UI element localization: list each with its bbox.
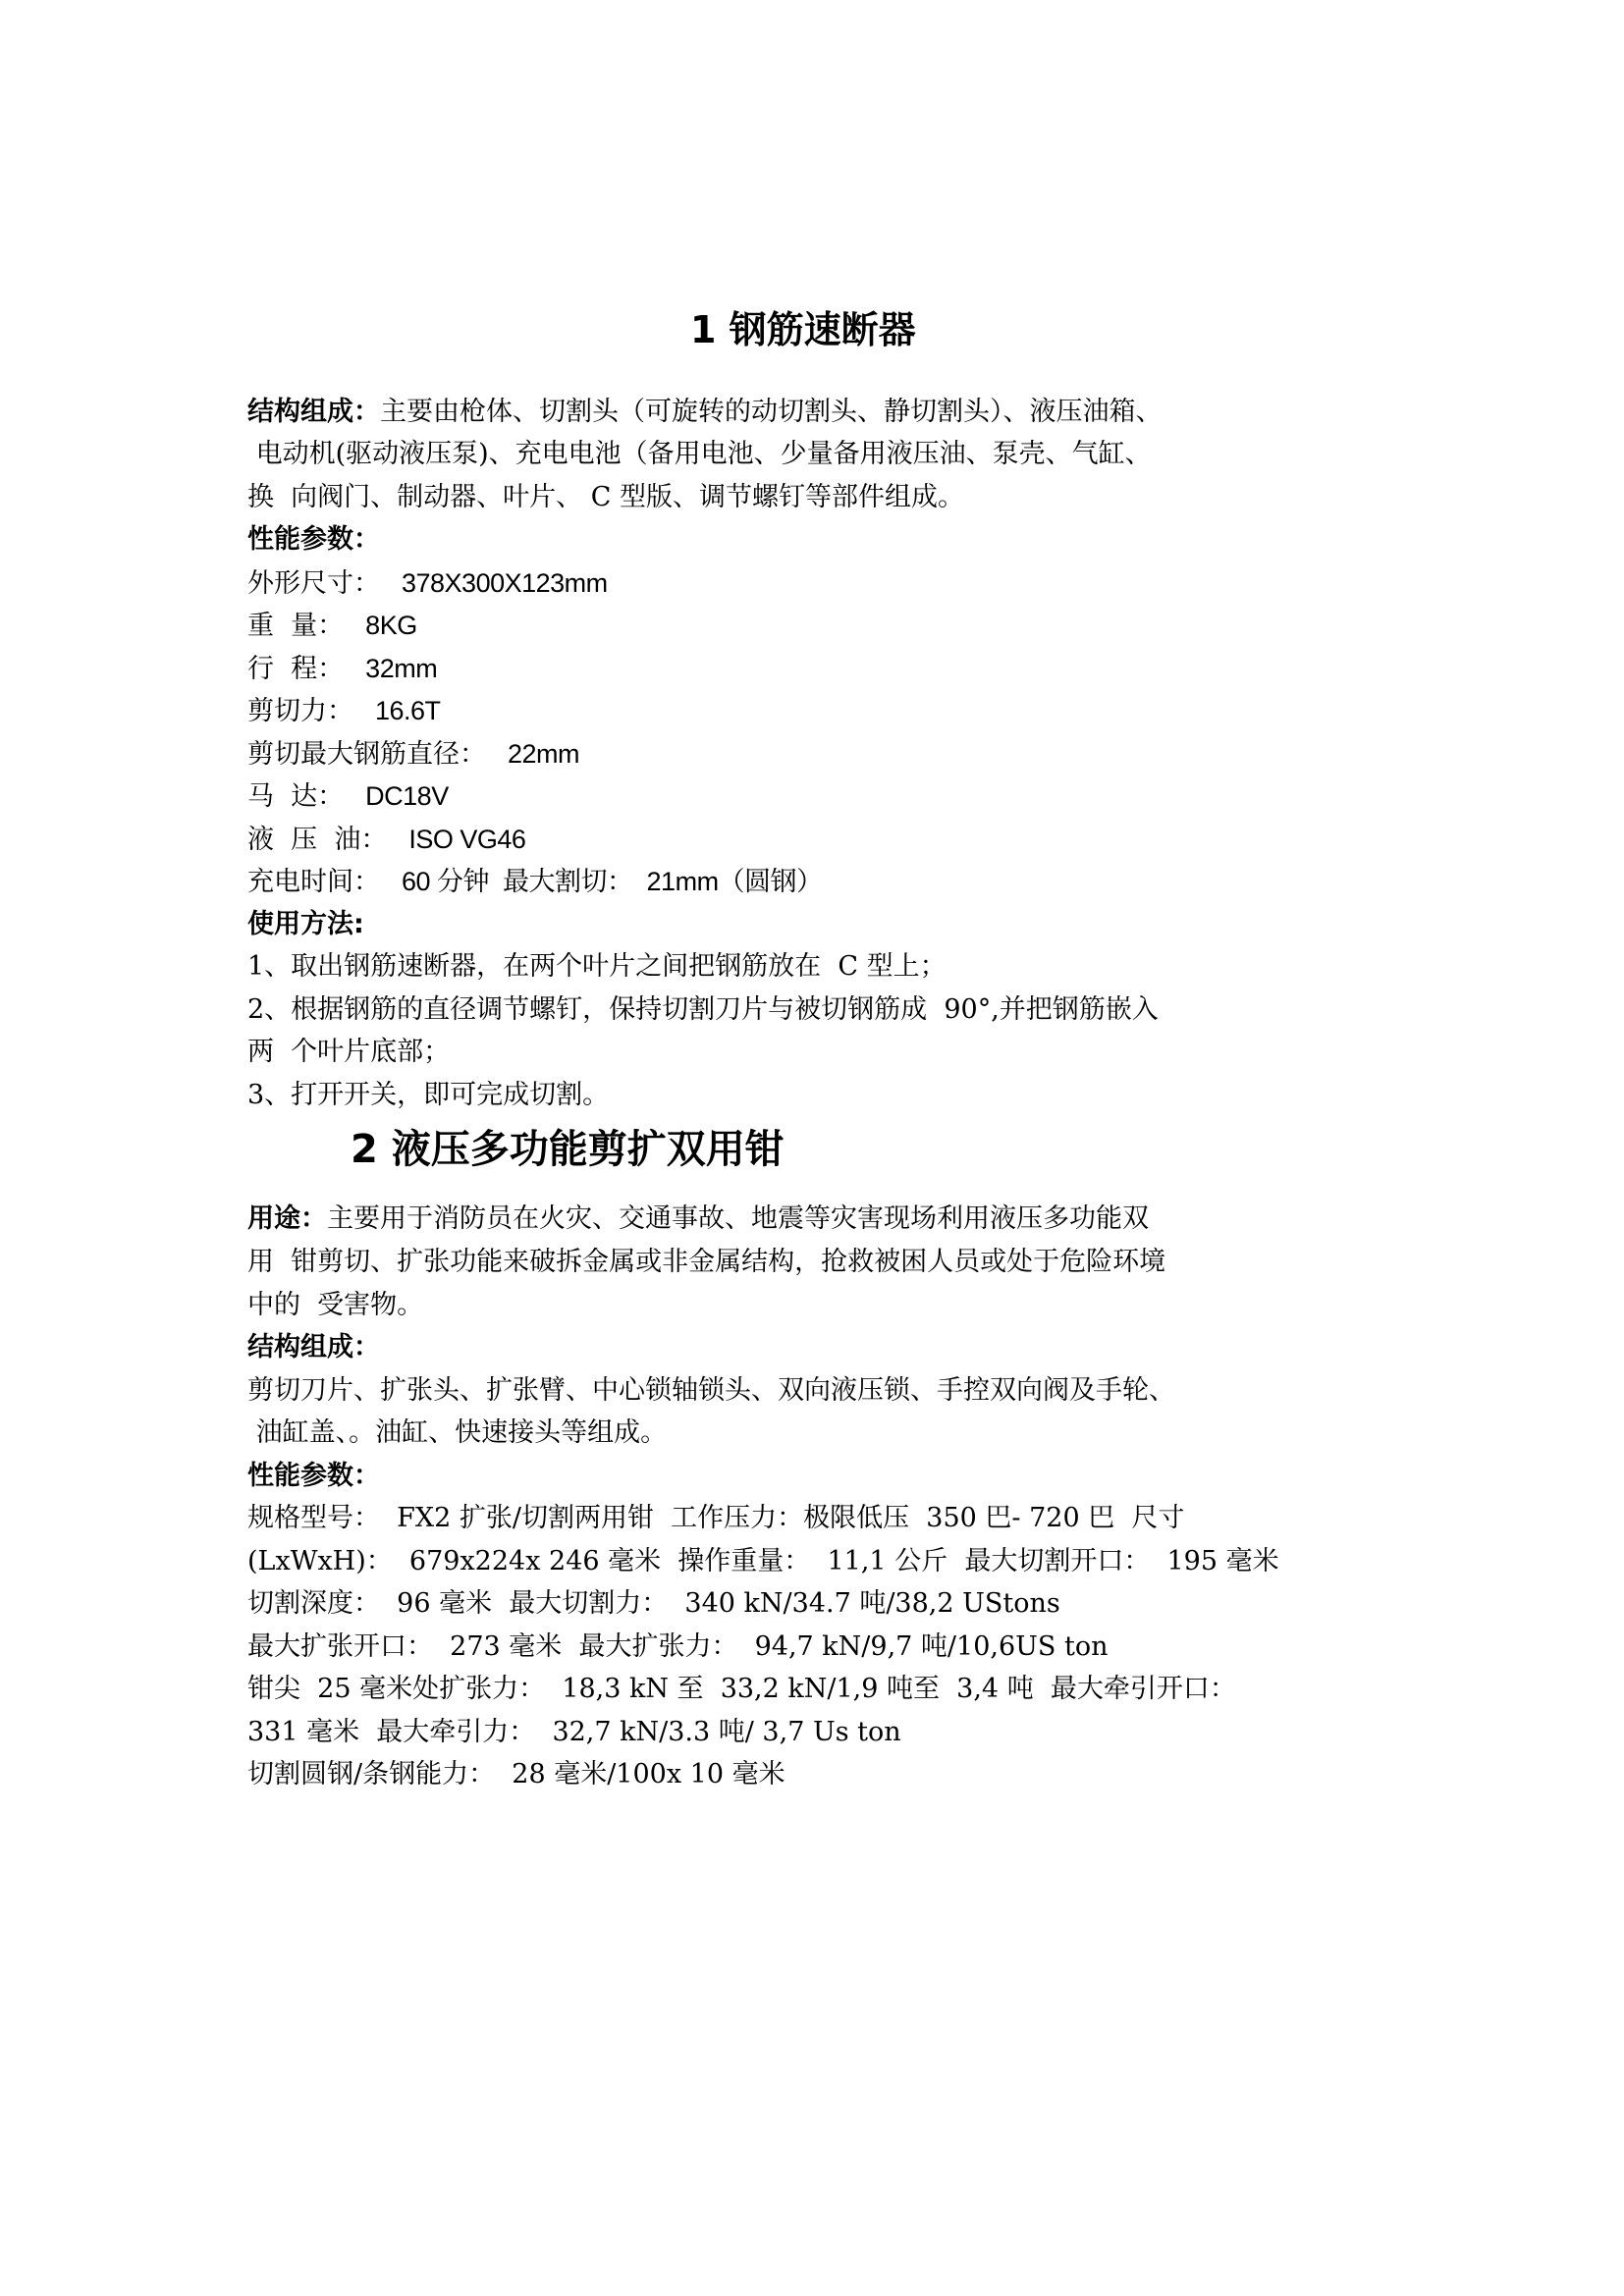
s1-usage-heading bbox=[247, 903, 364, 946]
param-key: 液 压 油： bbox=[247, 825, 388, 855]
s1-param-row bbox=[247, 689, 441, 732]
s2-param-text: 规格型号： FX2 扩张/切割两用钳 工作压力：极限低压 350 巴- 720 巴 尺寸 bbox=[247, 1503, 1185, 1533]
s1-param-row bbox=[247, 774, 449, 818]
param-value: 378X300X123mm bbox=[402, 568, 608, 598]
s1-structure-line-3 bbox=[247, 476, 964, 519]
param-key: 行 程： bbox=[247, 654, 345, 684]
s2-structure-heading bbox=[247, 1326, 380, 1369]
s1-structure-line-1 bbox=[247, 391, 1163, 434]
s2-params-heading bbox=[247, 1455, 380, 1498]
s2-param-text: (LxWxH)： 679x224x 246 毫米 操作重量： 11,1 公斤 最大切割开口： 195 毫米 bbox=[247, 1546, 1279, 1576]
s2-param-text: 最大扩张开口： 273 毫米 最大扩张力： 94,7 kN/9,7 吨/10,6US ton bbox=[247, 1631, 1109, 1662]
s2-structure-line-1 bbox=[247, 1369, 1175, 1413]
s1-param-row bbox=[247, 647, 437, 690]
s2-param-line bbox=[247, 1540, 1279, 1583]
section-2-title: 2 液压多功能剪扩双用钳 bbox=[351, 1127, 785, 1172]
param-value: 8KG bbox=[365, 611, 417, 640]
s2-param-line bbox=[247, 1497, 1184, 1540]
s2-param-line bbox=[247, 1668, 1236, 1711]
s2-structure-line-2 bbox=[247, 1412, 667, 1455]
s2-purpose-text-1: 主要用于消防员在火灾、交通事故、地震等灾害现场利用液压多功能双 bbox=[327, 1203, 1149, 1234]
s2-structure-text-2: 油缸盖、。油缸、快速接头等组成。 bbox=[247, 1417, 668, 1448]
s1-usage-label: 使用方法: bbox=[247, 909, 364, 939]
s2-purpose-line-1 bbox=[247, 1198, 1149, 1241]
s1-usage-step-cont bbox=[247, 1031, 450, 1074]
s2-param-text: 331 毫米 最大牵引力： 32,7 kN/3.3 吨/ 3,7 Us ton bbox=[247, 1717, 901, 1747]
s1-usage-step bbox=[247, 988, 1159, 1032]
s2-structure-label: 结构组成： bbox=[247, 1332, 380, 1362]
s2-param-line bbox=[247, 1711, 901, 1754]
param-value: 22mm bbox=[508, 739, 580, 769]
s1-params-heading bbox=[247, 518, 380, 561]
s1-param-row bbox=[247, 561, 608, 605]
s2-purpose-label: 用途： bbox=[247, 1203, 327, 1234]
usage-step-text: 两 个叶片底部； bbox=[247, 1037, 451, 1067]
s2-purpose-line-3 bbox=[247, 1284, 423, 1327]
s1-structure-label: 结构组成： bbox=[247, 397, 380, 427]
s1-usage-step bbox=[247, 945, 947, 988]
s1-param-row bbox=[247, 604, 417, 647]
param-key: 充电时间： bbox=[247, 867, 380, 897]
usage-step-text: 2、根据钢筋的直径调节螺钉，保持切割刀片与被切钢筋成 90°,并把钢筋嵌入 bbox=[247, 994, 1159, 1025]
section-1-title: 1 钢筋速断器 bbox=[690, 308, 916, 351]
s1-structure-text-3: 换 向阀门、制动器、叶片、 C 型版、调节螺钉等部件组成。 bbox=[247, 482, 964, 512]
s2-param-text: 钳尖 25 毫米处扩张力： 18,3 kN 至 33,2 kN/1,9 吨至 3,4 吨 最大牵引开口： bbox=[247, 1674, 1236, 1704]
s1-params-label: 性能参数： bbox=[247, 524, 380, 555]
s2-purpose-text-3: 中的 受害物。 bbox=[247, 1290, 424, 1320]
s2-purpose-line-2 bbox=[247, 1241, 1165, 1284]
usage-step-text: 1、取出钢筋速断器，在两个叶片之间把钢筋放在 C 型上； bbox=[247, 951, 947, 982]
param-key: 剪切最大钢筋直径： bbox=[247, 739, 486, 770]
s2-param-line bbox=[247, 1753, 785, 1796]
usage-step-text: 3、打开开关，即可完成切割。 bbox=[247, 1080, 610, 1110]
s2-param-line bbox=[247, 1582, 1060, 1626]
s2-param-text: 切割深度： 96 毫米 最大切割力： 340 kN/34.7 吨/38,2 UStons bbox=[247, 1588, 1060, 1619]
param-value: 16.6T bbox=[375, 696, 441, 725]
param-value: DC18V bbox=[365, 781, 449, 811]
param-value: ISO VG46 bbox=[408, 825, 526, 854]
s2-param-line bbox=[247, 1626, 1108, 1669]
s1-structure-text-2: 电动机(驱动液压泵)、充电电池（备用电池、少量备用液压油、泵壳、气缸、 bbox=[247, 439, 1152, 469]
param-value: 60 分钟 最大割切： 21mm（圆钢） bbox=[402, 867, 823, 896]
param-key: 重 量： bbox=[247, 611, 345, 641]
s2-structure-text-1: 剪切刀片、扩张头、扩张臂、中心锁轴锁头、双向液压锁、手控双向阀及手轮、 bbox=[247, 1375, 1175, 1406]
s1-structure-text-1: 主要由枪体、切割头（可旋转的动切割头、静切割头）、液压油箱、 bbox=[380, 397, 1163, 427]
s1-param-row bbox=[247, 818, 525, 861]
s1-structure-line-2 bbox=[247, 433, 1152, 476]
s1-param-row bbox=[247, 860, 823, 903]
s2-params-label: 性能参数： bbox=[247, 1461, 380, 1491]
param-key: 马 达： bbox=[247, 781, 345, 812]
s2-param-text: 切割圆钢/条钢能力： 28 毫米/100x 10 毫米 bbox=[247, 1759, 785, 1789]
s1-param-row bbox=[247, 732, 579, 775]
param-key: 剪切力： bbox=[247, 696, 353, 726]
param-value: 32mm bbox=[365, 654, 438, 683]
s2-purpose-text-2: 用 钳剪切、扩张功能来破拆金属或非金属结构，抢救被困人员或处于危险环境 bbox=[247, 1247, 1166, 1277]
param-key: 外形尺寸： bbox=[247, 568, 380, 599]
s1-usage-step bbox=[247, 1074, 609, 1117]
